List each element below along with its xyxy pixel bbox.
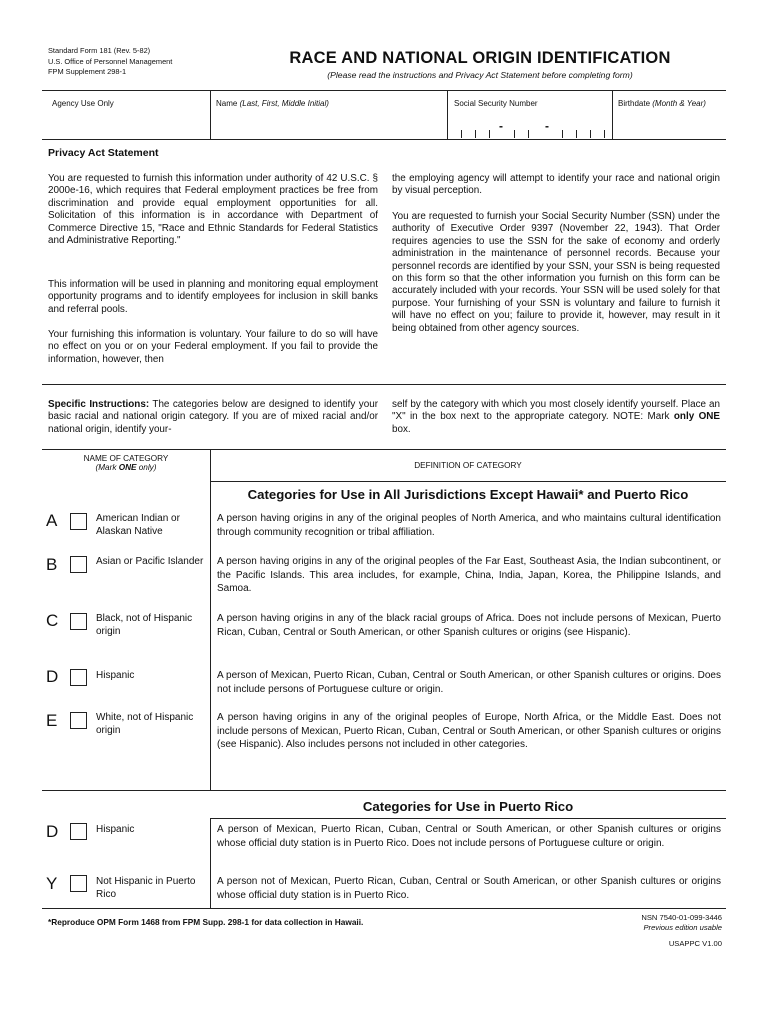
ssn-dash: -: [545, 119, 549, 133]
name-hint: (Last, First, Middle Initial): [239, 99, 329, 108]
instructions-left: [48, 399, 378, 436]
privacy-paragraph: the employing agency will attempt to identify your race and national origin by visual perception.: [392, 173, 720, 197]
divider: [42, 139, 726, 140]
category-letter: E: [46, 711, 58, 730]
hint-text: only): [138, 463, 157, 472]
divider: [612, 90, 613, 139]
instructions-emphasis: only ONE: [673, 411, 720, 423]
form-number: Standard Form 181 (Rev. 5-82): [48, 46, 151, 55]
category-name: Hispanic: [96, 670, 135, 681]
ssn-field[interactable]: [454, 99, 538, 108]
instructions-text: self by the category with which you most closely identify yourself. Place an "X" in the box next to the appropriate category. NOTE: Mark: [392, 399, 720, 423]
column-header-title: NAME OF CATEGORY: [83, 454, 169, 463]
page-title: RACE AND NATIONAL ORIGIN IDENTIFICATION: [289, 49, 671, 67]
category-letter: D: [46, 667, 59, 686]
category-definition: A person of Mexican, Puerto Rican, Cuban, Central or South American, or other Spanish cultures or origins. Does not include persons of Portuguese culture or origin.: [217, 670, 721, 695]
name-label: Name: [216, 99, 238, 108]
category-name: Asian or Pacific Islander: [96, 556, 204, 567]
birthdate-label: Birthdate: [618, 99, 651, 108]
category-name: Black, not of Hispanic origin: [96, 613, 193, 637]
section-title-puerto-rico: Categories for Use in Puerto Rico: [362, 799, 574, 814]
divider: [42, 908, 726, 909]
divider: [210, 481, 726, 482]
edition-note: Previous edition usable: [643, 923, 722, 933]
category-checkbox-a[interactable]: [70, 513, 87, 530]
ssn-digit-tick: [528, 130, 529, 138]
column-header-definition: DEFINITION OF CATEGORY: [414, 461, 522, 470]
ssn-digit-tick: [576, 130, 577, 138]
privacy-paragraph: This information will be used in planning and monitoring equal employment opportunity programs and to identify employees for inclusion in skill banks and referral pools.: [48, 279, 378, 315]
ssn-digit-tick: [461, 130, 462, 138]
category-checkbox-b[interactable]: [70, 556, 87, 573]
divider: [42, 790, 726, 791]
nsn-number: NSN 7540-01-099-3446: [641, 913, 722, 922]
hint-text: (Mark: [95, 463, 117, 472]
category-checkbox-d[interactable]: [70, 669, 87, 686]
category-definition: A person having origins in any of the black racial groups of Africa. Does not include persons of Mexican, Puerto Rican, Cuban, Central or South American, or other Spanish cultures or origins (see Hispanic).: [217, 613, 721, 638]
agency-use-field[interactable]: [52, 99, 114, 108]
category-name: American Indian or Alaskan Native: [96, 513, 180, 537]
category-checkbox-c[interactable]: [70, 613, 87, 630]
category-letter: Y: [46, 874, 58, 893]
ssn-label: Social Security Number: [454, 99, 538, 108]
instructions-text: box.: [392, 423, 411, 435]
category-letter: D: [46, 822, 59, 841]
divider: [42, 384, 726, 385]
divider: [210, 818, 726, 819]
category-definition: A person not of Mexican, Puerto Rican, Cuban, Central or South American, or other Spanish cultures or origins whose official duty station is in Puerto Rico.: [217, 876, 721, 901]
ssn-digit-tick: [475, 130, 476, 138]
column-header-hint: [44, 463, 208, 472]
category-checkbox-pr-d[interactable]: [70, 823, 87, 840]
footnote: *Reproduce OPM Form 1468 from FPM Supp. 298-1 for data collection in Hawaii.: [48, 917, 364, 927]
divider: [210, 90, 211, 139]
ssn-digit-tick: [590, 130, 591, 138]
category-definition: A person having origins in any of the original peoples of North America, and who maintains cultural identification through community recognition or tribal affiliation.: [217, 513, 721, 538]
divider: [42, 90, 726, 91]
birthdate-field[interactable]: [618, 99, 706, 108]
instructions-label: Specific Instructions:: [48, 399, 150, 410]
form-identifier: [48, 46, 172, 78]
category-letter: A: [46, 511, 58, 530]
form-stock-info: [560, 913, 722, 949]
category-checkbox-pr-y[interactable]: [70, 875, 87, 892]
category-letter: C: [46, 611, 59, 630]
agency-use-label: Agency Use Only: [52, 99, 114, 108]
ssn-digit-tick: [489, 130, 490, 138]
issuing-agency: U.S. Office of Personnel Management: [48, 56, 173, 66]
section-title-all-jurisdictions: Categories for Use in All Jurisdictions Except Hawaii* and Puerto Rico: [247, 487, 689, 502]
instructions-right: [392, 399, 720, 436]
privacy-paragraph: Your furnishing this information is voluntary. Your failure to do so will have no effect on you or on your Federal employment. If you fail to provide the information, however, then: [48, 329, 378, 365]
divider: [210, 818, 211, 908]
ssn-digit-tick: [562, 130, 563, 138]
ssn-digit-tick: [604, 130, 605, 138]
version-label: USAPPC V1.00: [668, 938, 722, 948]
category-definition: A person having origins in any of the original peoples of Europe, North Africa, or the Middle East. Does not include persons of Mexican, Puerto Rican, Cuban, Central or South American, or other Spanish cultures or origins (see Hispanic). Also includes persons not included in other categories.: [217, 712, 721, 751]
divider: [210, 449, 211, 790]
category-name: White, not of Hispanic origin: [96, 712, 194, 736]
category-name: Hispanic: [96, 824, 135, 835]
birthdate-hint: (Month & Year): [652, 99, 706, 108]
privacy-paragraph: You are requested to furnish this information under authority of 42 U.S.C. § 2000e-16, which requires that Federal employment practices be free from discrimination and provide equal employment opportunities for all. Solicitation of this information is in accordance with Department of Commerce Directive 15, "Race and Ethnic Standards for Federal Statistics and Administrative Reporting.": [48, 173, 378, 247]
column-header-name: [44, 454, 208, 472]
ssn-digit-tick: [514, 130, 515, 138]
divider: [42, 449, 726, 450]
instructions-text: The categories below are designed to identify your basic racial and national origin category. If you are of mixed racial and/or national origin, identify your-: [48, 399, 378, 435]
page-subtitle: (Please read the instructions and Privacy Act Statement before completing form): [327, 70, 633, 80]
category-name: Not Hispanic in Puerto Rico: [96, 876, 196, 900]
hint-emphasis: ONE: [118, 463, 137, 472]
category-definition: A person of Mexican, Puerto Rican, Cuban, Central or South American, or other Spanish cultures or origins whose official duty station is in Puerto Rico. Does not include persons of Portuguese culture or origin.: [217, 824, 721, 849]
category-letter: B: [46, 555, 58, 574]
privacy-paragraph: You are requested to furnish your Social Security Number (SSN) under the authority of Executive Order 9397 (November 22, 1943). That Order requires agencies to use the SSN for the sake of economy and orderly administration in the maintenance of personnel records. Because your personnel records are identified by your SSN, your SSN is being requested on this form so that the other information you furnish on this form can be accurately included with your records. Your SSN will be used solely for that purpose. Your furnishing of your SSN is voluntary and failure to furnish it will have no effect on you; failure to provide it, however, may result in it being obtained from other agency sources.: [392, 211, 720, 334]
name-field[interactable]: [216, 99, 329, 108]
divider: [447, 90, 448, 139]
fpm-supplement: FPM Supplement 298-1: [48, 67, 127, 76]
ssn-dash: -: [499, 119, 503, 133]
category-checkbox-e[interactable]: [70, 712, 87, 729]
privacy-act-title: Privacy Act Statement: [48, 147, 159, 159]
category-definition: A person having origins in any of the original peoples of the Far East, Southeast Asia, the Indian subcontinent, or the Pacific Islands. This area includes, for example, China, India, Japan, Korea, the Philippine Islands, and Samoa.: [217, 556, 721, 595]
